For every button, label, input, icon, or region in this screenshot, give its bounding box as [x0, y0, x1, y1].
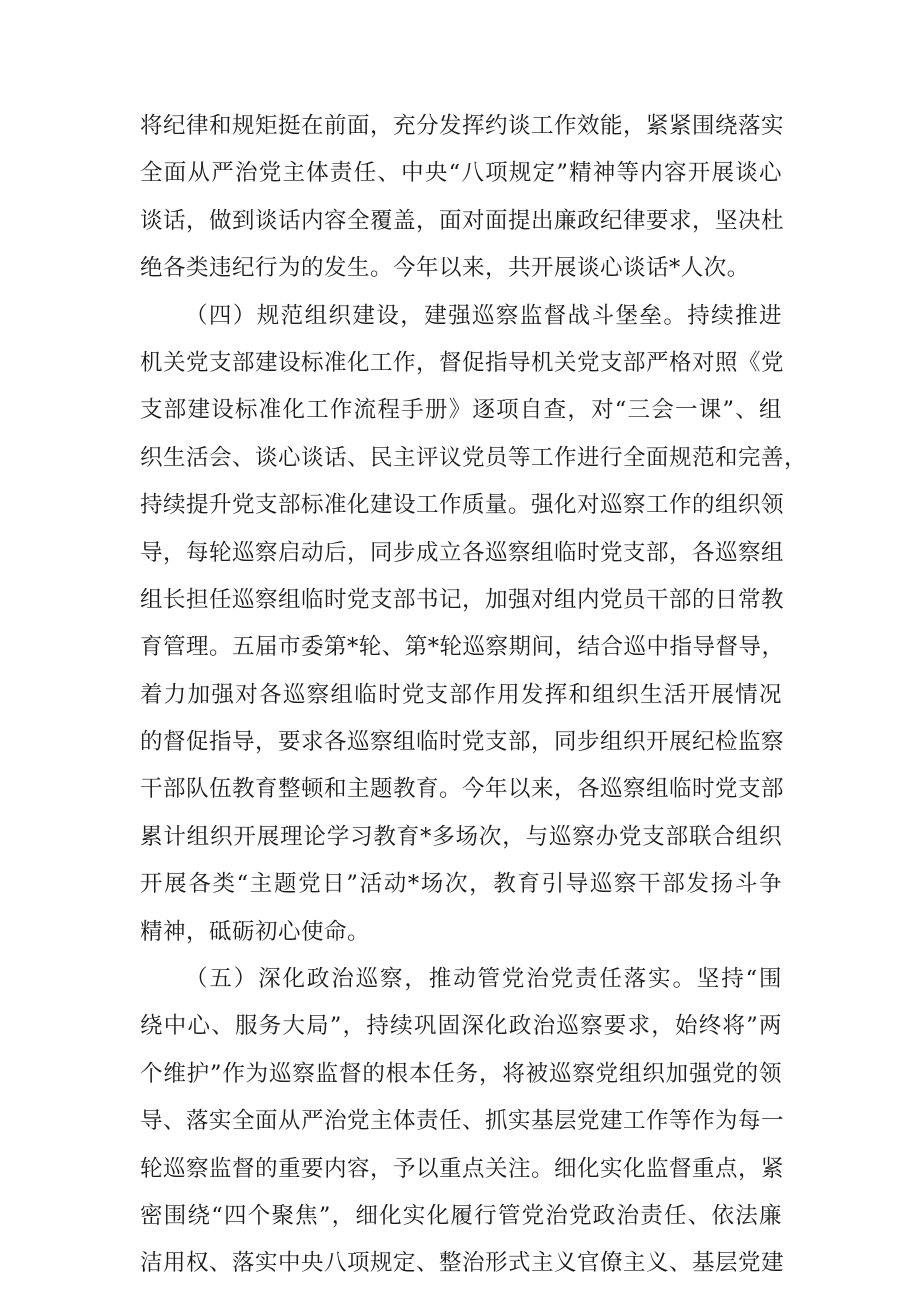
text-line: 谈话，做到谈话内容全覆盖，面对面提出廉政纪律要求，坚决杜 — [140, 207, 785, 234]
text-line: 将纪律和规矩挺在前面，充分发挥约谈工作效能，紧紧围绕落实 — [140, 113, 785, 139]
text-line: 导，每轮巡察启动后，同步成立各巡察组临时党支部，各巡察组 — [140, 539, 785, 566]
section-heading-line: （四）规范组织建设，建强巡察监督战斗堡垒。持续推进 — [185, 302, 782, 329]
text-line: 累计组织开展理论学习教育*多场次，与巡察办党支部联合组织 — [140, 823, 782, 850]
text-line: 全面从严治党主体责任、中央“八项规定”精神等内容开展谈心 — [140, 160, 782, 187]
text-line: 机关党支部建设标准化工作，督促指导机关党支部严格对照《党 — [140, 349, 785, 376]
text-line: 导、落实全面从严治党主体责任、抓实基层党建工作等作为每一 — [140, 1108, 785, 1135]
text-line: 轮巡察监督的重要内容，予以重点关注。细化实化监督重点，紧 — [140, 1155, 785, 1182]
text-line: 绕中心、服务大局”，持续巩固深化政治巡察要求，始终将”两 — [140, 1013, 782, 1040]
text-line: 织生活会、谈心谈话、民主评议党员等工作进行全面规范和完善， — [140, 444, 808, 471]
text-line: 持续提升党支部标准化建设工作质量。强化对巡察工作的组织领 — [140, 492, 785, 519]
text-line: 密围绕“四个聚焦”，细化实化履行管党治党政治责任、依法廉 — [140, 1202, 782, 1229]
text-line: 开展各类“主题党日”活动*场次，教育引导巡察干部发扬斗争 — [140, 871, 782, 898]
section-heading-line: （五）深化政治巡察，推动管党治党责任落实。坚持“围 — [185, 966, 782, 993]
text-line: 支部建设标准化工作流程手册》逐项自查，对“三会一课”、组 — [140, 397, 782, 424]
text-line: 个维护”作为巡察监督的根本任务，将被巡察党组织加强党的领 — [140, 1060, 782, 1087]
text-line: 洁用权、落实中央八项规定、整治形式主义官僚主义、基层党建 — [140, 1250, 785, 1277]
text-line: 绝各类违纪行为的发生。今年以来，共开展谈心谈话*人次。 — [140, 255, 750, 282]
text-line: 着力加强对各巡察组临时党支部作用发挥和组织生活开展情况 — [140, 681, 782, 708]
text-line: 精神，砥砺初心使命。 — [140, 918, 371, 945]
text-line: 组长担任巡察组临时党支部书记，加强对组内党员干部的日常教 — [140, 586, 785, 613]
body-text — [140, 103, 808, 1288]
text-line: 干部队伍教育整顿和主题教育。今年以来，各巡察组临时党支部 — [140, 776, 785, 803]
text-line: 育管理。五届市委第*轮、第*轮巡察期间，结合巡中指导督导， — [140, 634, 785, 661]
text-line: 的督促指导，要求各巡察组临时党支部，同步组织开展纪检监察 — [140, 729, 785, 756]
